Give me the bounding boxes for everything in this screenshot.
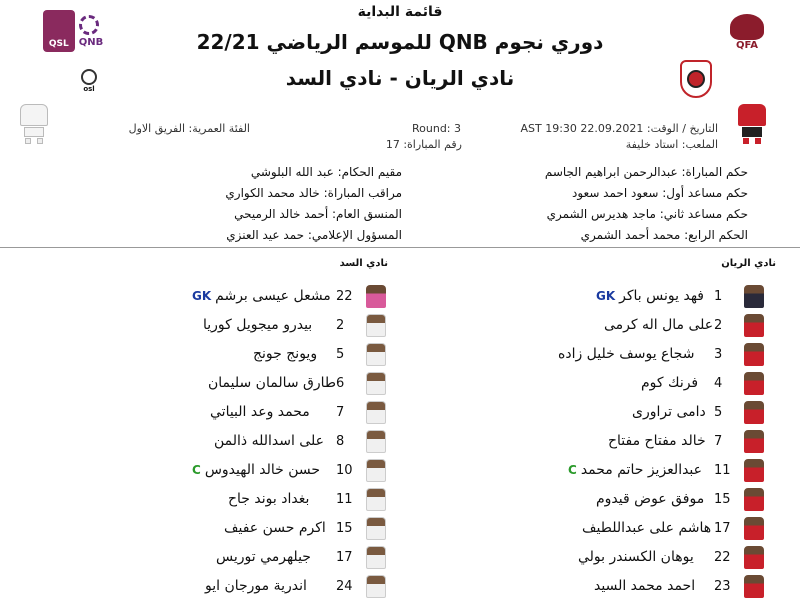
goalkeeper-badge: GK	[596, 289, 616, 304]
player-name: فرنك كوم	[641, 375, 699, 392]
player-name: فهد يونس باكر	[619, 288, 704, 305]
player-name: شجاع يوسف خليل زاده	[558, 346, 695, 363]
lineup-row	[594, 572, 695, 601]
lineup-row	[604, 311, 713, 340]
qnb-logo-text: QNB	[78, 36, 104, 48]
player-name: احمد محمد السيد	[594, 578, 696, 595]
official-fourth: الحكم الرابع: محمد أحمد الشمري	[580, 228, 748, 242]
player-name: هاشم على عبداللطيف	[582, 520, 712, 537]
player-number: 15	[714, 491, 731, 507]
lineup-row	[208, 369, 336, 398]
player-name: ويونج جونج	[253, 346, 318, 363]
league-title: دوري نجوم QNB للموسم الرياضي 22/21	[196, 30, 604, 54]
lineup-row	[253, 340, 317, 369]
osl-logo	[78, 66, 100, 96]
match-datetime: التاريخ / الوقت: 22.09.2021 19:30 AST	[520, 122, 718, 135]
lineup-row	[608, 427, 706, 456]
player-name: يوهان الكسندر بولي	[578, 549, 694, 566]
player-photo	[744, 401, 764, 424]
qsl-logo	[38, 6, 108, 56]
player-number: 3	[714, 346, 723, 362]
lineup-row	[568, 456, 702, 485]
player-photo	[744, 459, 764, 482]
player-number: 4	[714, 375, 723, 391]
player-number: 10	[336, 462, 353, 478]
player-number: 22	[714, 549, 731, 565]
player-photo	[744, 372, 764, 395]
lineup-row	[214, 427, 324, 456]
lineup-row	[641, 369, 698, 398]
qfa-logo-text: QFA	[736, 39, 758, 51]
official-assessor: مقيم الحكام: عبد الله البلوشي	[250, 165, 402, 179]
lineup-row	[582, 514, 711, 543]
player-name: اكرم حسن عفيف	[224, 520, 326, 537]
captain-badge: C	[192, 463, 201, 478]
player-name: على اسدالله ذالمن	[214, 433, 324, 450]
player-photo	[744, 546, 764, 569]
lineup-row	[596, 485, 704, 514]
lineup-row	[224, 514, 326, 543]
player-name: طارق سالمان سليمان	[208, 375, 337, 392]
home-team-label: نادي الريان	[721, 258, 776, 269]
section-divider	[0, 247, 800, 248]
player-photo	[366, 430, 386, 453]
player-number: 11	[336, 491, 353, 507]
officials-right	[545, 162, 748, 246]
player-number: 1	[714, 288, 723, 304]
player-photo	[744, 343, 764, 366]
official-match-commissioner: مراقب المباراة: خالد محمد الكواري	[225, 186, 402, 200]
player-photo	[366, 488, 386, 511]
lineup-row	[632, 398, 706, 427]
match-number: رقم المباراة: 17	[385, 138, 462, 151]
player-photo	[366, 459, 386, 482]
player-name: جيلهرمي توريس	[216, 549, 311, 566]
player-number: 8	[336, 433, 345, 449]
player-photo	[744, 575, 764, 598]
player-number: 7	[714, 433, 723, 449]
player-name: دامى تراورى	[632, 404, 706, 421]
player-name: بيدرو ميجويل كوريا	[203, 317, 313, 334]
osl-logo-text: osl	[83, 85, 95, 93]
player-name: عبدالعزيز حاتم محمد	[580, 462, 703, 479]
official-referee: حكم المباراة: عبدالرحمن ابراهيم الجاسم	[544, 165, 748, 179]
away-team-label: نادي السد	[339, 258, 388, 269]
qfa-emblem-icon	[730, 14, 764, 40]
match-title: نادي الريان - نادي السد	[285, 66, 515, 90]
player-number: 23	[714, 578, 731, 594]
player-photo	[366, 285, 386, 308]
player-number: 11	[714, 462, 731, 478]
official-media-officer: المسؤول الإعلامي: حمد عيد العنزي	[226, 228, 402, 242]
goalkeeper-badge: GK	[192, 289, 212, 304]
player-number: 7	[336, 404, 345, 420]
away-kit-icon	[20, 104, 48, 144]
player-number: 24	[336, 578, 353, 594]
player-name: موفق عوض قيدوم	[596, 491, 705, 508]
player-name: محمد وعد البياتي	[210, 404, 310, 421]
match-stadium: الملعب: استاد خليفة	[625, 138, 718, 151]
player-number: 22	[336, 288, 353, 304]
lineup-row	[192, 456, 320, 485]
qsl-badge: QSL	[43, 10, 75, 52]
player-number: 6	[336, 375, 345, 391]
player-photo	[366, 575, 386, 598]
player-photo	[744, 430, 764, 453]
player-photo	[366, 343, 386, 366]
player-name: بغداد بوند جاح	[228, 491, 310, 508]
match-round: Round: 3	[412, 122, 462, 135]
qnb-mark-icon	[79, 15, 99, 35]
player-number: 5	[714, 404, 723, 420]
official-assistant-1: حكم مساعد أول: سعود احمد سعود	[571, 186, 748, 200]
al-rayyan-crest-icon	[680, 60, 716, 102]
player-photo	[744, 314, 764, 337]
player-name: على مال اله كرمى	[604, 317, 714, 334]
player-photo	[366, 314, 386, 337]
player-number: 15	[336, 520, 353, 536]
player-photo	[366, 546, 386, 569]
lineup-row	[192, 282, 331, 311]
player-photo	[744, 488, 764, 511]
lineup-row	[203, 311, 312, 340]
qfa-logo	[727, 10, 767, 54]
player-name: خالد مفتاح مفتاح	[608, 433, 706, 450]
player-number: 2	[714, 317, 723, 333]
lineup-row	[578, 543, 694, 572]
player-photo	[366, 372, 386, 395]
player-photo	[366, 401, 386, 424]
player-photo	[744, 285, 764, 308]
player-name: حسن خالد الهيدوس	[204, 462, 321, 479]
official-general-coordinator: المنسق العام: أحمد خالد الرميحي	[234, 207, 402, 221]
lineup-row	[558, 340, 694, 369]
home-kit-icon	[738, 104, 766, 144]
list-title: قائمة البداية	[357, 4, 443, 20]
player-number: 5	[336, 346, 345, 362]
lineup-row	[216, 543, 311, 572]
osl-ring-icon	[81, 69, 97, 85]
player-number: 2	[336, 317, 345, 333]
official-assistant-2: حكم مساعد ثاني: ماجد هديرس الشمري	[546, 207, 748, 221]
captain-badge: C	[568, 463, 577, 478]
player-name: اندرية مورجان ايو	[205, 578, 307, 595]
lineup-row	[596, 282, 704, 311]
player-name: مشعل عيسى برشم	[215, 288, 331, 305]
player-photo	[744, 517, 764, 540]
player-number: 17	[714, 520, 731, 536]
lineup-row	[210, 398, 310, 427]
player-number: 17	[336, 549, 353, 565]
age-group: الفئة العمرية: الفريق الاول	[128, 122, 250, 135]
lineup-row	[228, 485, 309, 514]
lineup-row	[205, 572, 307, 601]
player-photo	[366, 517, 386, 540]
officials-left	[225, 162, 402, 246]
